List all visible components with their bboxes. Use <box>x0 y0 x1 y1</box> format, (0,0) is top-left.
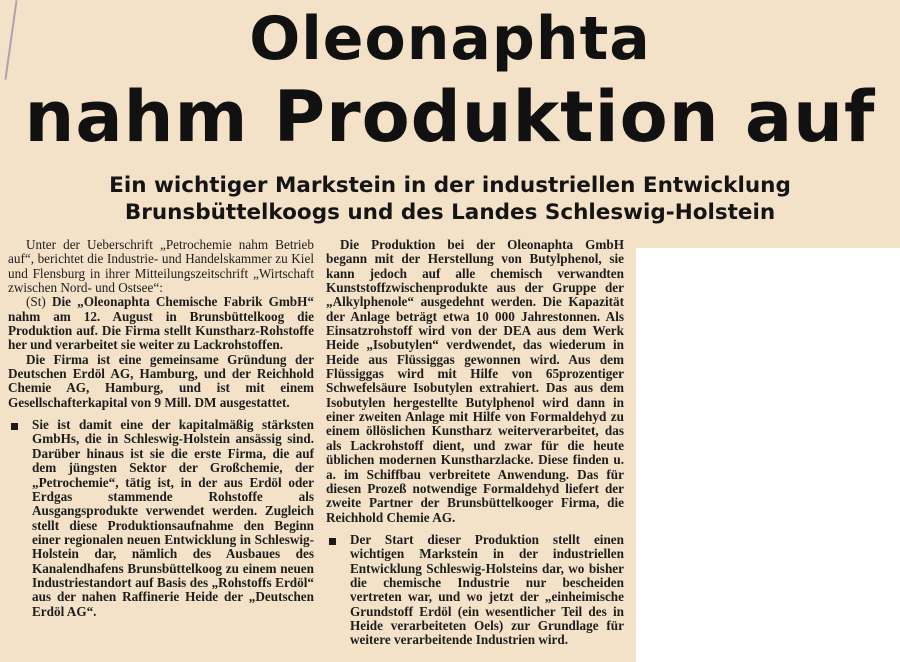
paragraph-founding-text: Die „Oleonaphta Chemische Fabrik GmbH“ nahm am 12. August in Brunsbüttelkoog die Produktion auf. Die Firma stellt Kunstharz-Rohstoffe her und verarbeitet sie weiter zu Lackrohstoffen. <box>8 294 314 353</box>
paragraph-company: Die Firma ist eine gemeinsame Gründung der Deutschen Erdöl AG, Hamburg, und der Reichhold Chemie AG, Hamburg, und ist mit einem Gesellschafterkapital von 9 Mill. DM ausgestattet. <box>8 351 314 410</box>
subheadline-line-1: Ein wichtiger Markstein in der industriellen Entwicklung <box>109 173 791 198</box>
paragraph-petrochemie: Sie ist damit eine der kapitalmäßig stärksten GmbHs, die in Schleswig-Holstein ansässig sind. Darüber hinaus ist sie die erste Firma, die auf dem jüngsten Sektor der Großchemie, der „Petrochemie“, tätig ist, in der aus Erdöl oder Erdgas stammende Rohstoffe als Ausgangsprodukte verwendet werden. Zugleich stellt diese Produktionsaufnahme den Beginn einer regionalen neuen Entwicklung in Schleswig-Holstein dar, nämlich des Ausbaues des Kanalendhafens Brunsbüttelkoog zu einem neuen Industriestandort auf Basis des „Rohstoffs Erdöl“ aus der nahen Raffinerie Heide der „Deutschen Erdöl AG“. <box>8 418 314 619</box>
subheadline-line-2: Brunsbüttelkoogs und des Landes Schleswig-Holstein <box>124 200 776 225</box>
article-column-left <box>8 238 314 619</box>
intro-paragraph: Unter der Ueberschrift „Petrochemie nahm Betrieb auf“, berichtet die Industrie- und Handelskammer zu Kiel und Flensburg in ihrer Mitteilungszeitschrift „Wirtschaft zwischen Nord- und Ostsee“: <box>8 237 314 296</box>
paragraph-production: Die Produktion bei der Oleonaphta GmbH begann mit der Herstellung von Butylphenol, sie kann jedoch auf alle chemisch verwandten Kunststoffzwischenprodukte aus der Gruppe der „Alkylphenole“ ausgedehnt werden. Die Kapazität der Anlage beträgt etwa 10 000 Jahrestonnen. Als Einsatzrohstoff wird von der DEA aus dem Werk Heide „Isobutylen“ verdwendet, das wiederum in Heide aus Flüssiggas gewonnen wird. Aus dem Flüssiggas wird mit Hilfe von 65prozentiger Schwefelsäure Isobutylen extrahiert. Das aus dem Isobutylen hergestellte Butylphenol wird dann in einer zweiten Anlage mit Hilfe von Formaldehyd zu einem öllöslichen Kunstharz weiterverarbeitet, das als Lackrohstoff dient, und zwar für die heute üblichen modernen Kunstharzlacke. Diese finden u. a. im Schiffbau verbreitete Anwendung. Das für diesen Prozeß notwendige Formaldehyd liefert der zweite Partner der Brunsbüttelkooger Firma, die Reichhold Chemie AG. <box>326 237 624 525</box>
headline-line-2: nahm Produktion auf <box>24 76 876 158</box>
author-tag: (St) <box>26 294 52 310</box>
article-column-middle <box>326 238 624 648</box>
paragraph-founding <box>8 295 314 352</box>
blank-area <box>636 248 900 662</box>
paragraph-milestone: Der Start dieser Produktion stellt einen wichtigen Markstein in der industriellen Entwicklung Schleswig-Holsteins dar, wo bisher die chemische Industrie nur bescheiden vertreten war, und wo jetzt der „einheimische Grundstoff Erdöl (ein wesentlicher Teil des in Heide verarbeiteten Oels) zur Grundlage für weitere verarbeitende Industrien wird. <box>326 533 624 648</box>
headline-line-1: Oleonaphta <box>249 4 651 74</box>
